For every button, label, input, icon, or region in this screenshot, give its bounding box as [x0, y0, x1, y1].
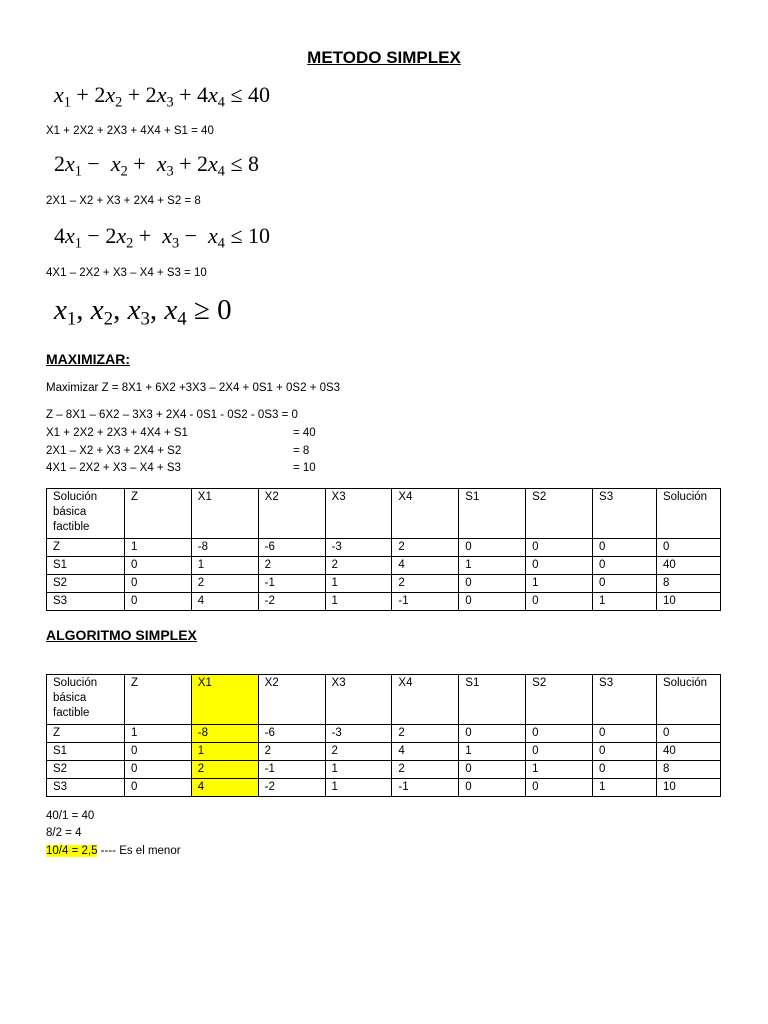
equation-2: 2X1 – X2 + X3 + 2X4 + S2 [46, 445, 182, 457]
table-cell: 2 [325, 743, 392, 761]
table-cell: 1 [191, 743, 258, 761]
equation-0: Z – 8X1 – 6X2 – 3X3 + 2X4 - 0S1 - 0S2 - 0S3 = 0 [46, 409, 298, 421]
table-cell: 0 [124, 593, 191, 611]
table-cell: 2 [392, 725, 459, 743]
algoritmo-heading: ALGORITMO SIMPLEX [46, 627, 197, 643]
table-cell: S3 [47, 593, 125, 611]
column-header: X3 [325, 675, 392, 725]
table-cell: 2 [392, 575, 459, 593]
initial-tableau [46, 488, 721, 611]
table-cell: 0 [459, 761, 526, 779]
objective-function: Maximizar Z = 8X1 + 6X2 +3X3 – 2X4 + 0S1 + 0S2 + 0S3 [46, 382, 341, 394]
table-cell: 8 [656, 575, 720, 593]
column-header: Solución básica factible [47, 489, 125, 539]
table-cell: -3 [325, 539, 392, 557]
table-cell: -8 [191, 725, 258, 743]
table-cell: 1 [526, 575, 593, 593]
table-cell: 0 [526, 557, 593, 575]
table-cell: 2 [392, 761, 459, 779]
column-header: Solución [656, 489, 720, 539]
table-cell: 0 [656, 725, 720, 743]
table-row [47, 539, 721, 557]
constraint-2-standard: 2X1 – X2 + X3 + 2X4 + S2 = 8 [46, 195, 201, 207]
constraint-3-standard: 4X1 – 2X2 + X3 – X4 + S3 = 10 [46, 267, 207, 279]
pivot-tableau [46, 674, 721, 797]
table-cell: S1 [47, 557, 125, 575]
column-header: Solución básica factible [47, 675, 125, 725]
table-cell: -1 [392, 593, 459, 611]
constraint-2-math: $2x_1 - x_2 + x_3 + 2x_4 \le 8$ [54, 151, 260, 180]
ratio-line-1: 40/1 = 40 [46, 810, 95, 822]
equation-3: 4X1 – 2X2 + X3 – X4 + S3 [46, 462, 181, 474]
table-header-row [47, 675, 721, 725]
table-cell: 2 [258, 743, 325, 761]
table-row [47, 593, 721, 611]
table-cell: 1 [325, 575, 392, 593]
table-cell: 1 [526, 761, 593, 779]
column-header: S1 [459, 675, 526, 725]
table-cell: -2 [258, 779, 325, 797]
column-header: Solución [656, 675, 720, 725]
table-cell: S2 [47, 575, 125, 593]
column-header: Z [124, 489, 191, 539]
table-cell: -6 [258, 725, 325, 743]
column-header: X4 [392, 489, 459, 539]
table-cell: 2 [392, 539, 459, 557]
nonnegativity-constraint: $x_1$, $x_2$, $x_3$, $x_4 \ge 0$ [54, 294, 232, 330]
table-cell: 4 [392, 557, 459, 575]
table-cell: 0 [526, 539, 593, 557]
table-cell: 0 [459, 539, 526, 557]
table-cell: 1 [124, 725, 191, 743]
table-cell: 0 [124, 761, 191, 779]
column-header: S1 [459, 489, 526, 539]
constraint-1-standard: X1 + 2X2 + 2X3 + 4X4 + S1 = 40 [46, 125, 214, 137]
table-cell: 0 [124, 557, 191, 575]
column-header: X2 [258, 489, 325, 539]
table-cell: 4 [191, 593, 258, 611]
table-cell: -6 [258, 539, 325, 557]
constraint-3-math: $4x_1 - 2x_2 + x_3 - x_4 \le 10$ [54, 223, 271, 252]
table-cell: 2 [191, 761, 258, 779]
table-cell: 0 [593, 743, 657, 761]
table-cell: 1 [124, 539, 191, 557]
table-cell: 40 [656, 743, 720, 761]
table-cell: 0 [593, 761, 657, 779]
column-header: X1 [191, 675, 258, 725]
table-cell: 4 [191, 779, 258, 797]
table-cell: 1 [459, 743, 526, 761]
constraint-1-math: $x_1 + 2x_2 + 2x_3 + 4x_4 \le 40$ [54, 82, 271, 111]
min-ratio-note: ---- Es el menor [97, 845, 181, 857]
table-cell: 0 [526, 725, 593, 743]
table-cell: 8 [656, 761, 720, 779]
table-cell: 0 [459, 779, 526, 797]
table-cell: 2 [325, 557, 392, 575]
table-cell: 1 [325, 761, 392, 779]
min-ratio-line [46, 845, 181, 857]
equation-2-rhs: = 8 [293, 445, 310, 457]
table-cell: 0 [526, 593, 593, 611]
table-cell: 1 [593, 593, 657, 611]
table-cell: 0 [593, 575, 657, 593]
column-header: X4 [392, 675, 459, 725]
table-cell: 0 [526, 779, 593, 797]
equation-1-rhs: = 40 [293, 427, 316, 439]
column-header: X3 [325, 489, 392, 539]
table-cell: 0 [124, 779, 191, 797]
table-cell: -1 [258, 575, 325, 593]
table-cell: -3 [325, 725, 392, 743]
min-ratio-highlight: 10/4 = 2,5 [46, 845, 98, 857]
table-cell: -2 [258, 593, 325, 611]
table-cell: -1 [392, 779, 459, 797]
table-cell: 1 [325, 779, 392, 797]
table-cell: 0 [593, 557, 657, 575]
table-row [47, 575, 721, 593]
table-cell: Z [47, 539, 125, 557]
column-header: X2 [258, 675, 325, 725]
table-cell: 0 [526, 743, 593, 761]
table-row [47, 557, 721, 575]
table-cell: 4 [392, 743, 459, 761]
table-row [47, 743, 721, 761]
table-cell: S3 [47, 779, 125, 797]
ratio-line-2: 8/2 = 4 [46, 827, 82, 839]
table-cell: 10 [656, 779, 720, 797]
table-cell: 0 [124, 575, 191, 593]
table-cell: S2 [47, 761, 125, 779]
table-row [47, 761, 721, 779]
table-cell: 40 [656, 557, 720, 575]
page-title: METODO SIMPLEX [307, 48, 461, 67]
table-cell: 1 [325, 593, 392, 611]
table-cell: 1 [593, 779, 657, 797]
table-row [47, 725, 721, 743]
table-cell: 0 [124, 743, 191, 761]
table-cell: 2 [258, 557, 325, 575]
table-cell: Z [47, 725, 125, 743]
column-header: X1 [191, 489, 258, 539]
column-header: S2 [526, 675, 593, 725]
column-header: S2 [526, 489, 593, 539]
column-header: S3 [593, 489, 657, 539]
table-row [47, 779, 721, 797]
column-header: S3 [593, 675, 657, 725]
table-cell: S1 [47, 743, 125, 761]
maximizar-heading: MAXIMIZAR: [46, 351, 130, 367]
table-cell: -8 [191, 539, 258, 557]
table-cell: 0 [459, 725, 526, 743]
equation-3-rhs: = 10 [293, 462, 316, 474]
table-cell: 0 [459, 593, 526, 611]
column-header: Z [124, 675, 191, 725]
table-cell: 0 [593, 725, 657, 743]
table-cell: 0 [656, 539, 720, 557]
table-cell: 1 [459, 557, 526, 575]
table-header-row [47, 489, 721, 539]
table-cell: 10 [656, 593, 720, 611]
table-cell: -1 [258, 761, 325, 779]
table-cell: 0 [593, 539, 657, 557]
equation-1: X1 + 2X2 + 2X3 + 4X4 + S1 [46, 427, 188, 439]
table-cell: 1 [191, 557, 258, 575]
table-cell: 2 [191, 575, 258, 593]
table-cell: 0 [459, 575, 526, 593]
